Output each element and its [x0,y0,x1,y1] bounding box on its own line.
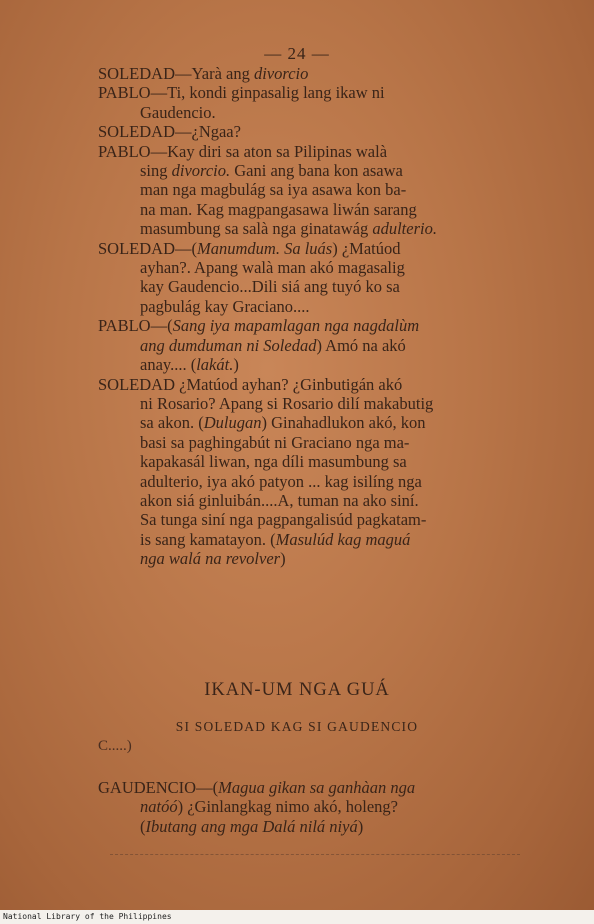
italic-stage-direction: Ibutang ang mga Dalá nilá niyá [145,816,358,836]
text-line [98,200,534,219]
text-span: Gani ang bana kon asawa [230,161,403,181]
italic-stage-direction: Masulúd kag maguá [275,529,411,549]
text-span: Sa tunga siní nga pagpangalisúd pagkatam- [140,510,427,530]
text-span: sa akon. ( [140,413,204,433]
text-span: sing [140,161,172,181]
text-line [98,316,534,335]
text-line [98,180,534,199]
page-number: — 24 — [264,44,330,63]
text-span: SOLEDAD ¿Matúod ayhan? ¿Ginbutigán akó [98,374,403,394]
text-line [98,433,534,452]
italic-stage-direction: Manumdum. Sa luás [197,238,333,258]
text-line [98,142,534,161]
text-line [98,797,534,816]
text-line [98,530,534,549]
text-line [98,103,534,122]
text-span: is sang kamatayon. ( [140,529,276,549]
text-span: PABLO—( [98,316,173,336]
text-span: ) ¿Matúod [332,238,401,258]
italic-stage-direction: Dulugan [203,413,262,433]
text-line [98,239,534,258]
italic-stage-direction: natóó [140,797,178,817]
text-span: GAUDENCIO—( [98,778,219,797]
text-line [98,549,534,568]
italic-stage-direction: adulterio. [372,219,437,239]
text-span: SOLEDAD—( [98,238,197,258]
footer-credit: National Library of the Philippines [0,910,594,924]
text-span: PABLO—Kay diri sa aton sa Pilipinas walà [98,141,388,161]
scene-mark: C.....) [98,738,132,754]
text-span: man nga magbulág sa iya asawa kon ba- [140,180,407,200]
text-span: ( [140,816,146,836]
italic-stage-direction: Sang iya mapamlagan nga nagdalùm [172,316,420,336]
text-span: anay.... ( [140,355,197,375]
scene-title: IKAN-UM NGA GUÁ [204,680,390,700]
text-span: masumbung sa salà nga ginatawág [140,219,373,239]
text-span: ) [233,355,239,375]
text-line [98,277,534,296]
text-span: SOLEDAD—Yarà ang [98,64,254,83]
text-span: akon siá ginluibán....A, tuman na ako siní. [140,490,419,510]
text-line [98,161,534,180]
text-span: kapakasál liwan, nga díli masumbung sa [140,452,407,472]
text-line [98,219,534,238]
text-line [98,64,534,83]
text-line [98,510,534,529]
text-line [98,394,534,413]
text-span: na man. Kag magpangasawa liwán sarang [140,199,417,219]
divider [110,854,520,856]
text-line [98,375,534,394]
text-span: ) Amó na akó [316,335,406,355]
text-span: ni Rosario? Apang si Rosario dilí makabutig [140,393,434,413]
text-line [98,336,534,355]
text-line [98,297,534,316]
text-line [98,491,534,510]
text-span: ) ¿Ginlangkag nimo akó, holeng? [177,797,398,817]
italic-stage-direction: ang dumduman ni Soledad [140,335,317,355]
text-span: basi sa paghingabút ni Graciano nga ma- [140,432,410,452]
text-line [98,83,534,102]
text-line [98,355,534,374]
text-span: SOLEDAD—¿Ngaa? [98,122,241,142]
text-span: adulterio, iya akó patyon ... kag isilíng nga [140,471,422,491]
text-line [98,122,534,141]
text-span: ayhan?. Apang walà man akó magasalig [140,258,405,278]
text-line [98,452,534,471]
dialogue-text-2 [98,778,534,836]
text-span: Gaudencio. [140,102,216,122]
italic-stage-direction: lakát. [196,355,234,375]
italic-stage-direction: divorcio [253,64,309,83]
italic-stage-direction: nga walá na revolver [140,549,281,569]
text-line [98,258,534,277]
text-span: ) [357,816,364,836]
text-span: ) Ginahadlukon akó, kon [261,413,426,433]
italic-stage-direction: divorcio. [171,161,231,181]
text-span: kay Gaudencio...Dili siá ang tuyó ko sa [140,277,400,297]
text-line [98,413,534,432]
text-line [98,778,534,797]
text-line [98,817,534,836]
italic-stage-direction: Magua gikan sa ganhàan nga [218,778,416,797]
text-span: pagbulág kay Graciano.... [140,296,310,316]
text-span: ) [280,549,286,569]
text-line [98,472,534,491]
dialogue-text [98,64,534,569]
scene-characters: SI SOLEDAD KAG SI GAUDENCIO [175,719,419,734]
text-span: PABLO—Ti, kondi ginpasalig lang ikaw ni [98,83,385,103]
